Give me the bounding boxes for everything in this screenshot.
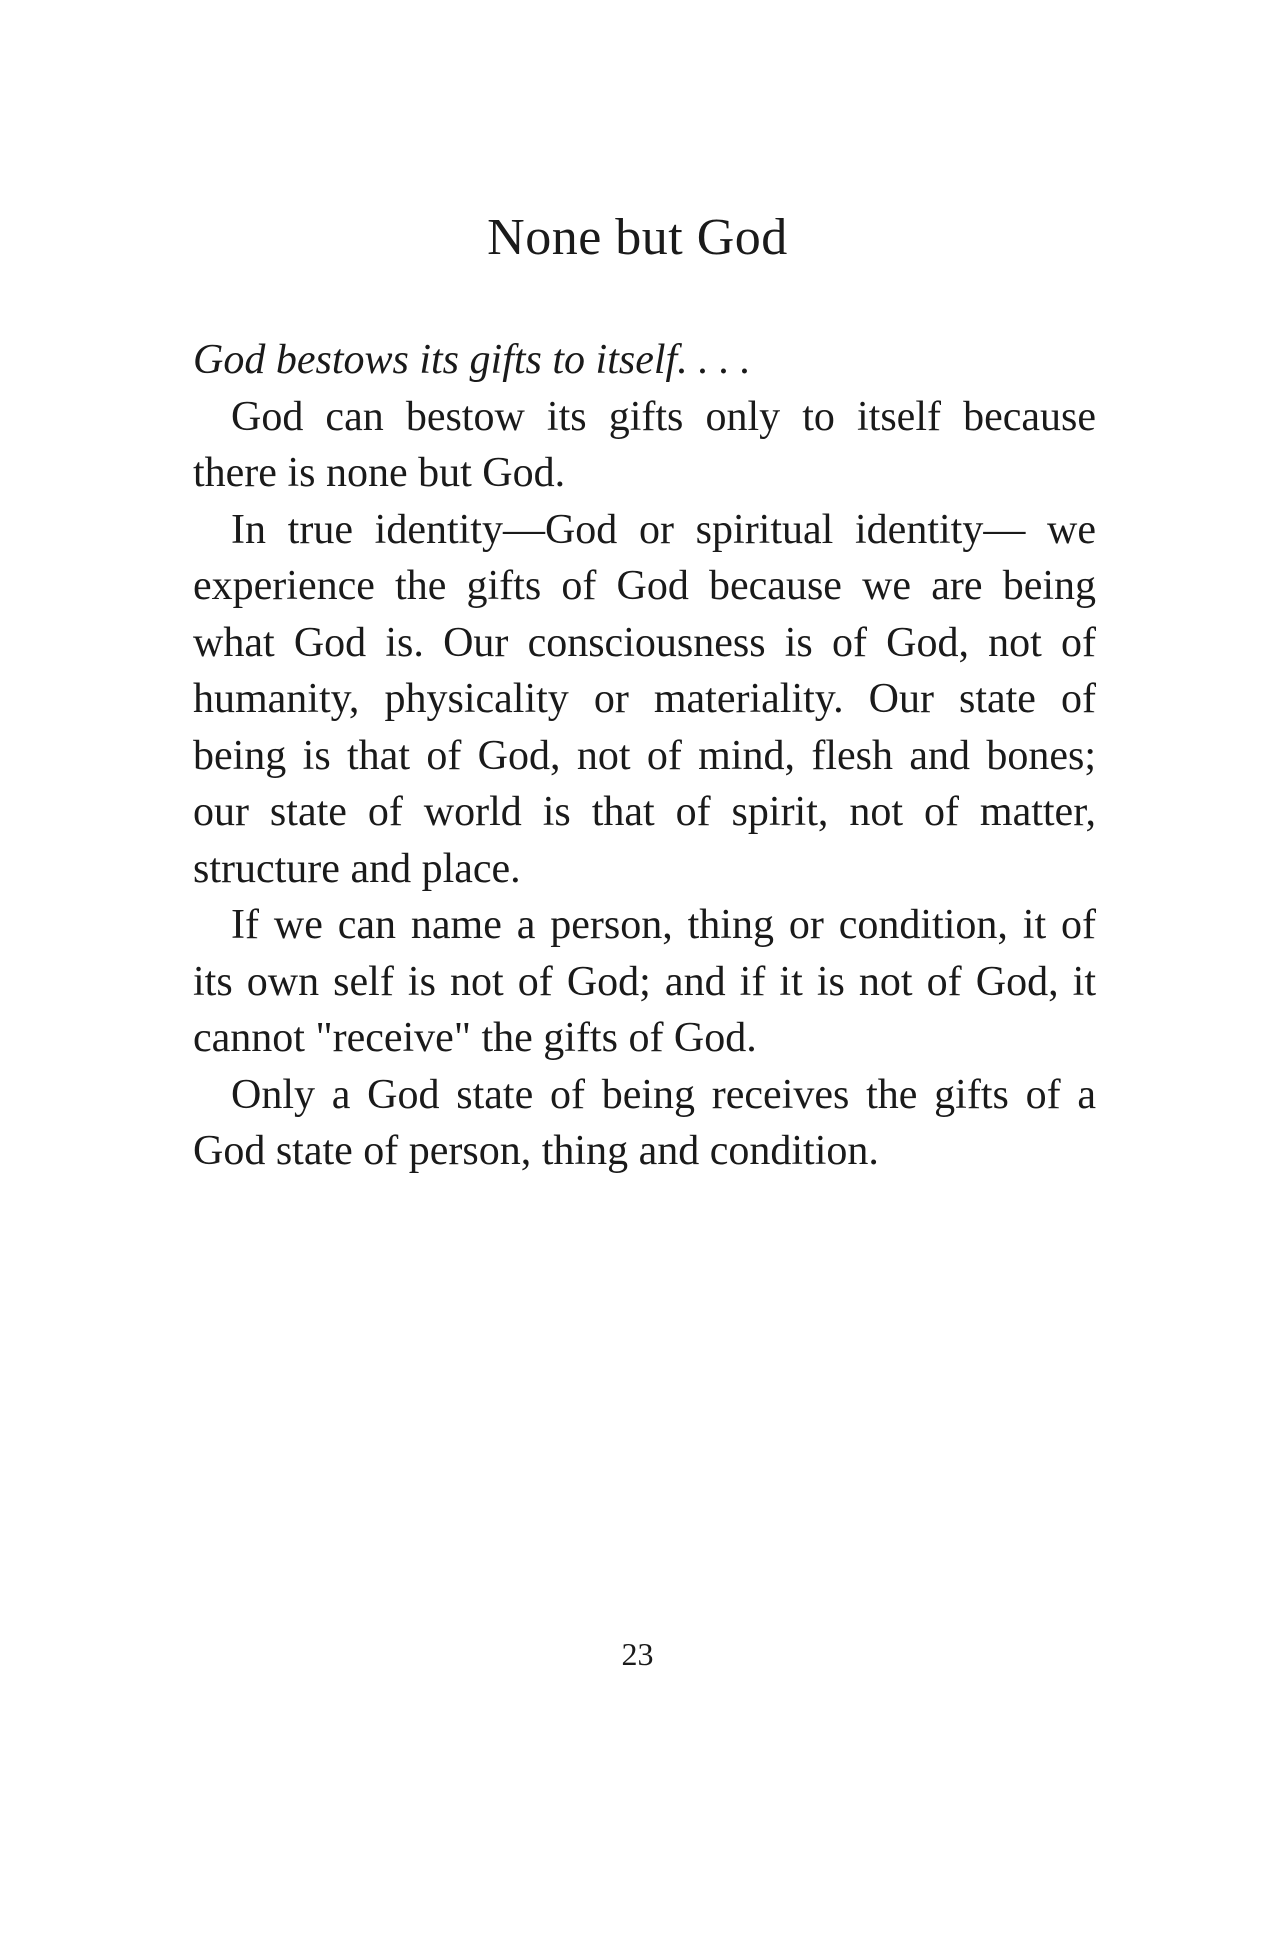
page-title: None but God — [487, 209, 788, 266]
epigraph: God bestows its gifts to itself. . . . — [193, 337, 751, 383]
body-text — [193, 332, 1096, 1180]
paragraph-4: Only a God state of being receives the gifts of a God state of person, thing and condition. — [193, 1071, 1096, 1174]
paragraph-1: God can bestow its gifts only to itself because there is none but God. — [193, 393, 1096, 496]
paragraph-2: In true identity—God or spiritual identity— we experience the gifts of God because we are being what God is. Our consciousness is of God, not of humanity, physicality or materiality. Our state of being is that of God, not of mind, flesh and bones; our state of world is that of spirit, not of matter, structure and place. — [193, 506, 1096, 892]
page-number: 23 — [621, 1636, 654, 1672]
paragraph-3: If we can name a person, thing or condition, it of its own self is not of God; and if it is not of God, it cannot "receive" the gifts of God. — [193, 902, 1096, 1061]
